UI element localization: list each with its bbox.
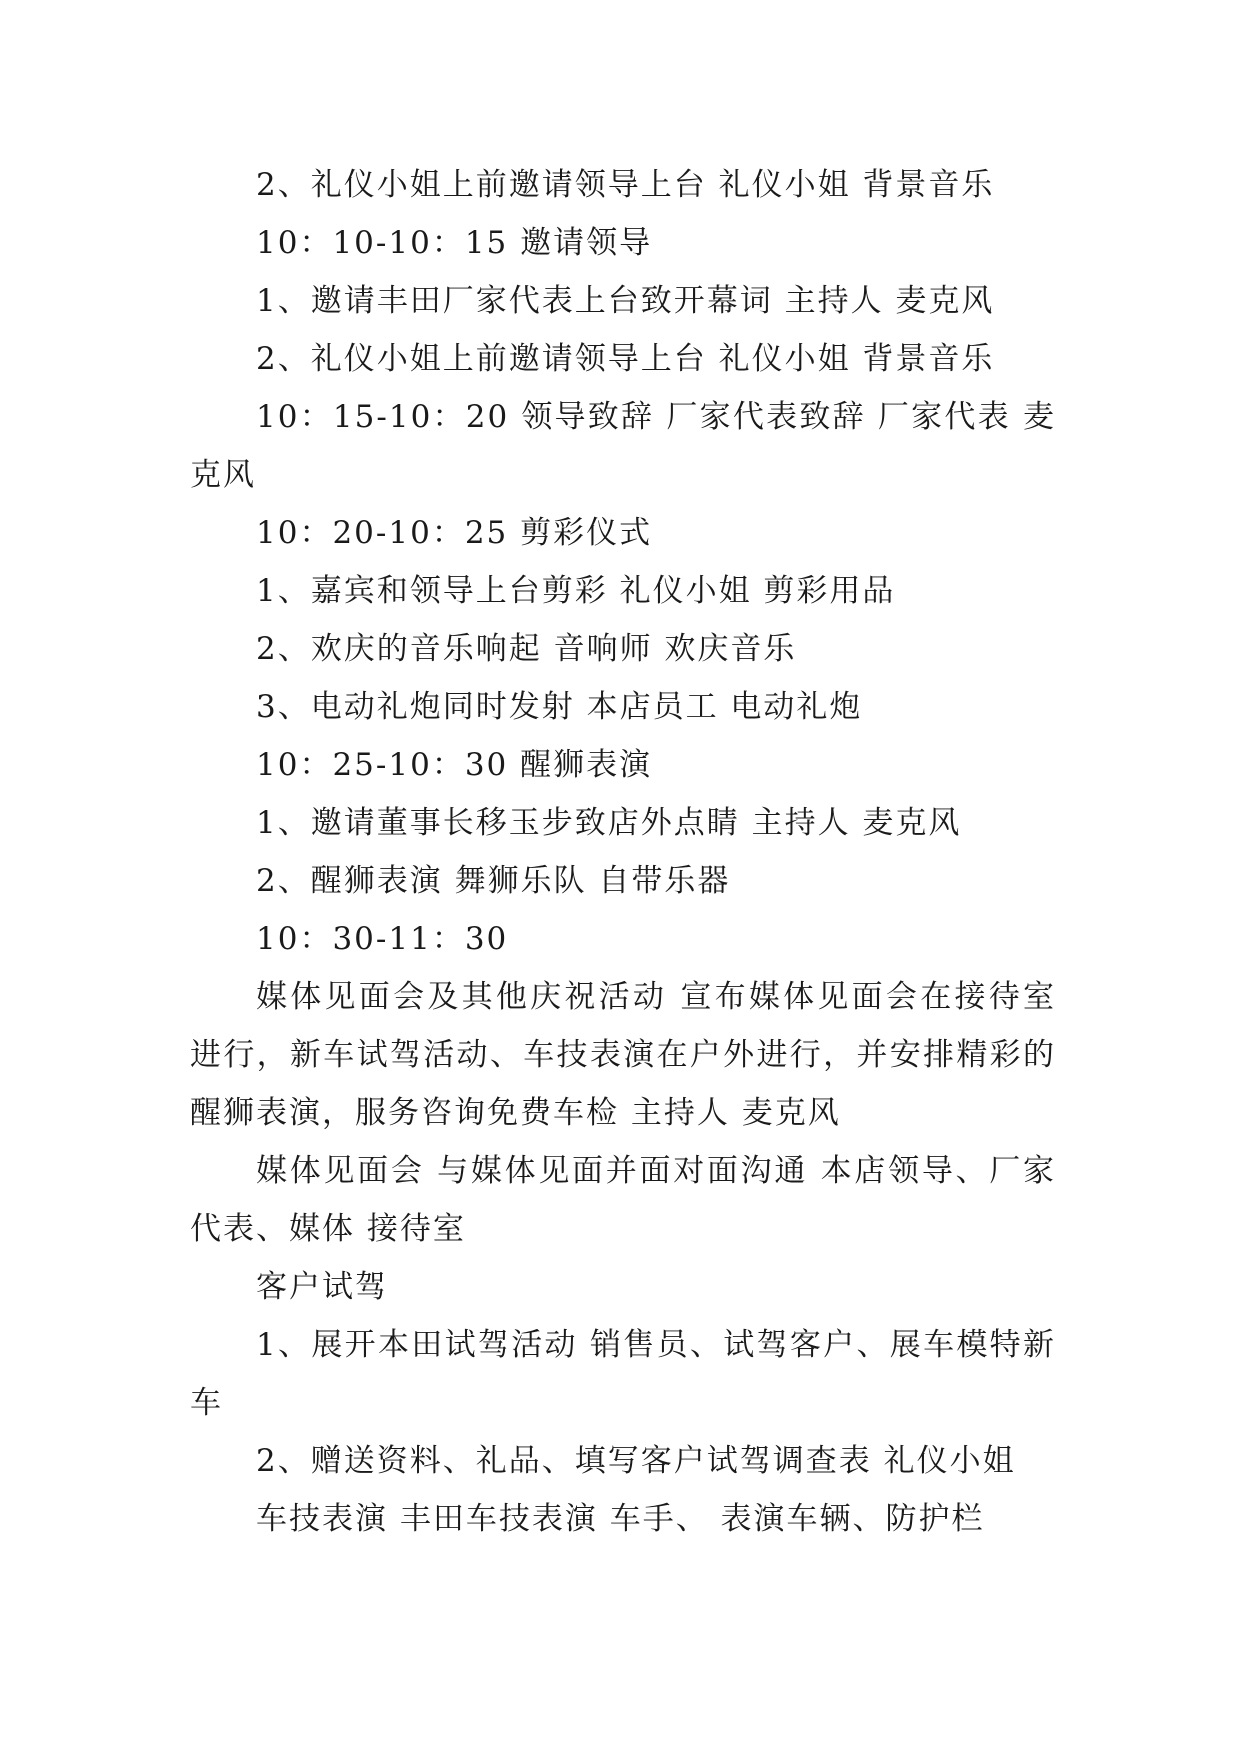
paragraph: 2、赠送资料、礼品、填写客户试驾调查表 礼仪小姐 bbox=[256, 1443, 1016, 1479]
paragraph: 媒体见面会及其他庆祝活动 宣布媒体见面会在接待室进行，新车试驾活动、车技表演在户外进行，并安排精彩的醒狮表演，服务咨询免费车检 主持人 麦克风 bbox=[190, 979, 1056, 1131]
paragraph: 1、邀请丰田厂家代表上台致开幕词 主持人 麦克风 bbox=[256, 283, 995, 319]
paragraph: 10：10-10：15 邀请领导 bbox=[256, 225, 653, 261]
paragraph: 10：25-10：30 醒狮表演 bbox=[256, 747, 653, 783]
paragraph: 3、电动礼炮同时发射 本店员工 电动礼炮 bbox=[256, 689, 863, 725]
paragraph: 1、邀请董事长移玉步致店外点睛 主持人 麦克风 bbox=[256, 805, 962, 841]
paragraph: 媒体见面会 与媒体见面并面对面沟通 本店领导、厂家代表、媒体 接待室 bbox=[190, 1153, 1056, 1247]
paragraph: 车技表演 丰田车技表演 车手、 表演车辆、防护栏 bbox=[256, 1501, 985, 1537]
paragraph: 2、醒狮表演 舞狮乐队 自带乐器 bbox=[256, 863, 731, 899]
paragraph: 10：20-10：25 剪彩仪式 bbox=[256, 515, 653, 551]
paragraph: 10：30-11：30 bbox=[256, 921, 509, 957]
document-body bbox=[190, 156, 1056, 1548]
paragraph: 客户试驾 bbox=[256, 1269, 388, 1305]
paragraph: 2、礼仪小姐上前邀请领导上台 礼仪小姐 背景音乐 bbox=[256, 341, 995, 377]
paragraph: 2、礼仪小姐上前邀请领导上台 礼仪小姐 背景音乐 bbox=[256, 167, 995, 203]
paragraph: 1、嘉宾和领导上台剪彩 礼仪小姐 剪彩用品 bbox=[256, 573, 896, 609]
paragraph: 1、展开本田试驾活动 销售员、试驾客户、展车模特新车 bbox=[190, 1327, 1056, 1421]
paragraph: 2、欢庆的音乐响起 音响师 欢庆音乐 bbox=[256, 631, 797, 667]
paragraph: 10：15-10：20 领导致辞 厂家代表致辞 厂家代表 麦克风 bbox=[190, 399, 1056, 493]
